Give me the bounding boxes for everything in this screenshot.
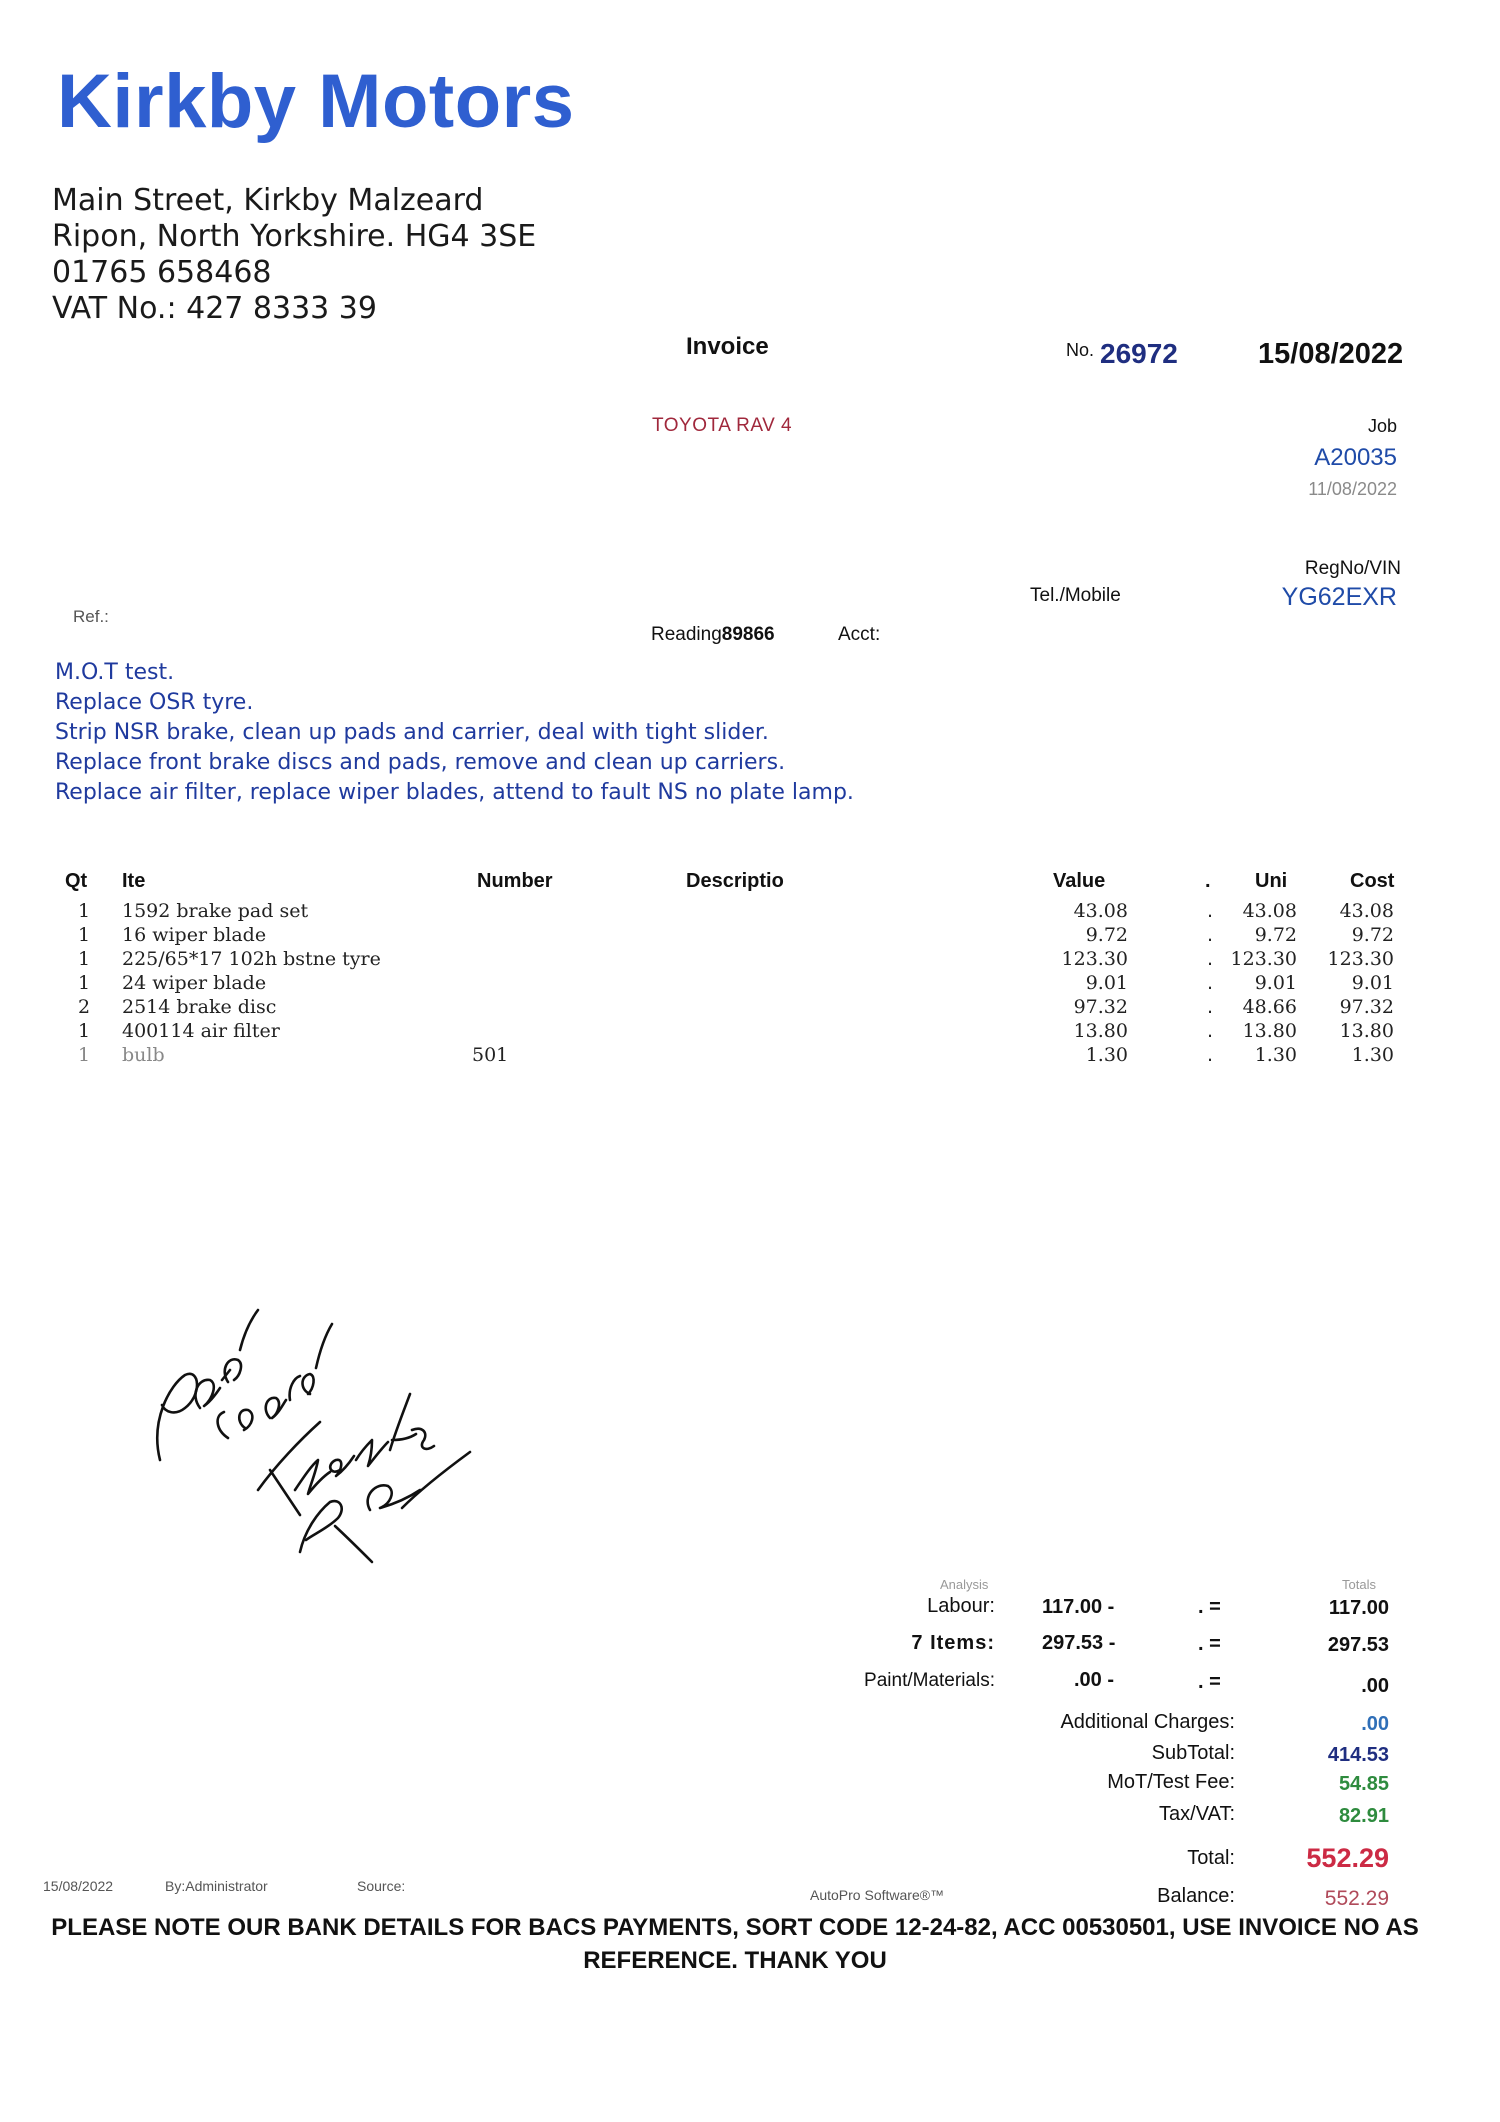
total-value: 552.29 [1306,1843,1389,1873]
table-cell-separator: . [1207,948,1214,970]
reading [651,624,775,646]
table-cell-separator: . [1207,900,1214,922]
analysis-row-label: Paint/Materials: [864,1670,995,1691]
address-line-2: Ripon, North Yorkshire. HG4 3SE [52,219,537,254]
software-credit: AutoPro Software®™ [810,1887,945,1903]
reg-number: YG62EXR [1281,583,1397,611]
analysis-row-label: 7 Items: [911,1632,995,1654]
analysis-row-total: 117.00 [1328,1597,1389,1619]
reading-value: 89866 [721,624,775,645]
table-cell-item: 225/65*17 102h bstne tyre [122,948,381,970]
table-cell-item: 1592 brake pad set [122,900,309,922]
table-cell-cost: 43.08 [1339,900,1394,922]
acct-label: Acct: [838,624,881,645]
work-line: Replace air filter, replace wiper blades, attend to fault NS no plate lamp. [55,780,854,805]
work-line: M.O.T test. [55,660,175,685]
analysis-row-equals: . = [1198,1633,1221,1655]
table-cell-unit: 48.66 [1242,996,1297,1018]
analysis-row-equals: . = [1198,1671,1221,1693]
vehicle-model: TOYOTA RAV 4 [652,415,793,436]
ref-label: Ref.: [73,607,109,626]
additional-charges-label: Additional Charges: [1060,1711,1235,1733]
source-label: Source: [357,1878,406,1894]
table-cell-cost: 1.30 [1351,1044,1394,1066]
table-cell-qty: 1 [78,948,91,970]
tel-label: Tel./Mobile [1030,585,1121,606]
table-cell-unit: 9.01 [1254,972,1297,994]
work-line: Replace front brake discs and pads, remove and clean up carriers. [55,750,786,775]
balance-value: 552.29 [1324,1887,1389,1910]
table-cell-cost: 13.80 [1339,1020,1394,1042]
printed-date: 15/08/2022 [43,1878,114,1894]
col-header-separator: . [1205,870,1211,892]
table-cell-qty: 1 [78,900,91,922]
table-cell-qty: 1 [78,1044,91,1066]
table-cell-unit: 13.80 [1242,1020,1297,1042]
table-cell-value: 97.32 [1073,996,1128,1018]
analysis-row-equals: . = [1198,1596,1221,1618]
subtotal-value: 414.53 [1327,1744,1389,1766]
total-label: Total: [1187,1847,1235,1869]
job-label: Job [1367,416,1397,436]
col-header-number: Number [477,870,553,892]
job-date: 11/08/2022 [1308,479,1397,499]
table-cell-value: 9.72 [1085,924,1128,946]
handwritten-signature-image [140,1290,500,1590]
table-cell-separator: . [1207,1044,1214,1066]
printed-by: By:Administrator [165,1878,268,1894]
table-cell-separator: . [1207,996,1214,1018]
table-cell-cost: 97.32 [1339,996,1394,1018]
vat-number: VAT No.: 427 8333 39 [52,291,377,326]
table-cell-unit: 43.08 [1242,900,1297,922]
table-cell-qty: 2 [78,996,91,1018]
phone-number: 01765 658468 [52,255,272,290]
table-cell-value: 1.30 [1085,1044,1128,1066]
table-cell-value: 43.08 [1073,900,1128,922]
analysis-row-total: .00 [1361,1675,1389,1697]
invoice-no-label: No. [1066,340,1095,360]
table-cell-qty: 1 [78,1020,91,1042]
table-cell-value: 9.01 [1085,972,1128,994]
table-cell-cost: 9.01 [1351,972,1394,994]
table-cell-unit: 9.72 [1254,924,1297,946]
company-name: Kirkby Motors [57,59,575,144]
analysis-row-value: 117.00 - [1042,1596,1115,1618]
table-cell-item: 400114 air filter [122,1020,280,1042]
table-cell-unit: 1.30 [1254,1044,1297,1066]
col-header-cost: Cost [1350,870,1395,892]
analysis-row-label: Labour: [927,1595,995,1617]
invoice-number: 26972 [1100,338,1178,369]
table-cell-qty: 1 [78,924,91,946]
table-cell-qty: 1 [78,972,91,994]
subtotal-label: SubTotal: [1151,1742,1235,1764]
mot-fee-value: 54.85 [1338,1773,1389,1795]
table-cell-separator: . [1207,972,1214,994]
mot-fee-label: MoT/Test Fee: [1107,1771,1235,1793]
analysis-row-value: .00 - [1074,1669,1115,1691]
tax-vat-value: 82.91 [1338,1805,1389,1827]
table-cell-separator: . [1207,924,1214,946]
invoice-title: Invoice [686,333,769,360]
col-header-qty: Qt [65,870,88,892]
analysis-row-value: 297.53 - [1042,1632,1116,1654]
table-cell-cost: 123.30 [1327,948,1394,970]
col-header-item: Ite [122,870,146,892]
analysis-row-total: 297.53 [1327,1634,1389,1656]
col-header-description: Descriptio [686,870,784,892]
reg-label: RegNo/VIN [1304,558,1401,579]
additional-charges-value: .00 [1361,1713,1389,1735]
table-cell-value: 123.30 [1061,948,1128,970]
table-cell-number: 501 [472,1044,509,1066]
col-header-unit: Uni [1255,870,1288,892]
table-cell-cost: 9.72 [1351,924,1394,946]
job-number: A20035 [1314,444,1397,471]
table-cell-item: 24 wiper blade [122,972,267,994]
table-cell-separator: . [1207,1020,1214,1042]
address-line-1: Main Street, Kirkby Malzeard [52,183,484,218]
work-line: Replace OSR tyre. [55,690,254,715]
table-cell-item: bulb [122,1044,165,1066]
balance-label: Balance: [1157,1885,1235,1907]
invoice-date: 15/08/2022 [1258,338,1404,370]
col-header-value: Value [1053,870,1106,892]
work-line: Strip NSR brake, clean up pads and carrier, deal with tight slider. [55,720,769,745]
table-cell-item: 2514 brake disc [122,996,277,1018]
table-cell-value: 13.80 [1073,1020,1128,1042]
reading-label: Reading [651,624,722,645]
analysis-label: Analysis [940,1577,989,1592]
table-cell-unit: 123.30 [1230,948,1297,970]
table-cell-item: 16 wiper blade [122,924,267,946]
totals-label: Totals [1342,1577,1376,1592]
tax-vat-label: Tax/VAT: [1159,1803,1235,1825]
bank-details-notice: PLEASE NOTE OUR BANK DETAILS FOR BACS PAYMENTS, SORT CODE 12-24-82, ACC 00530501, USE INVOICE NO AS REFERENCE. THANK YOU [51,1914,1419,1974]
